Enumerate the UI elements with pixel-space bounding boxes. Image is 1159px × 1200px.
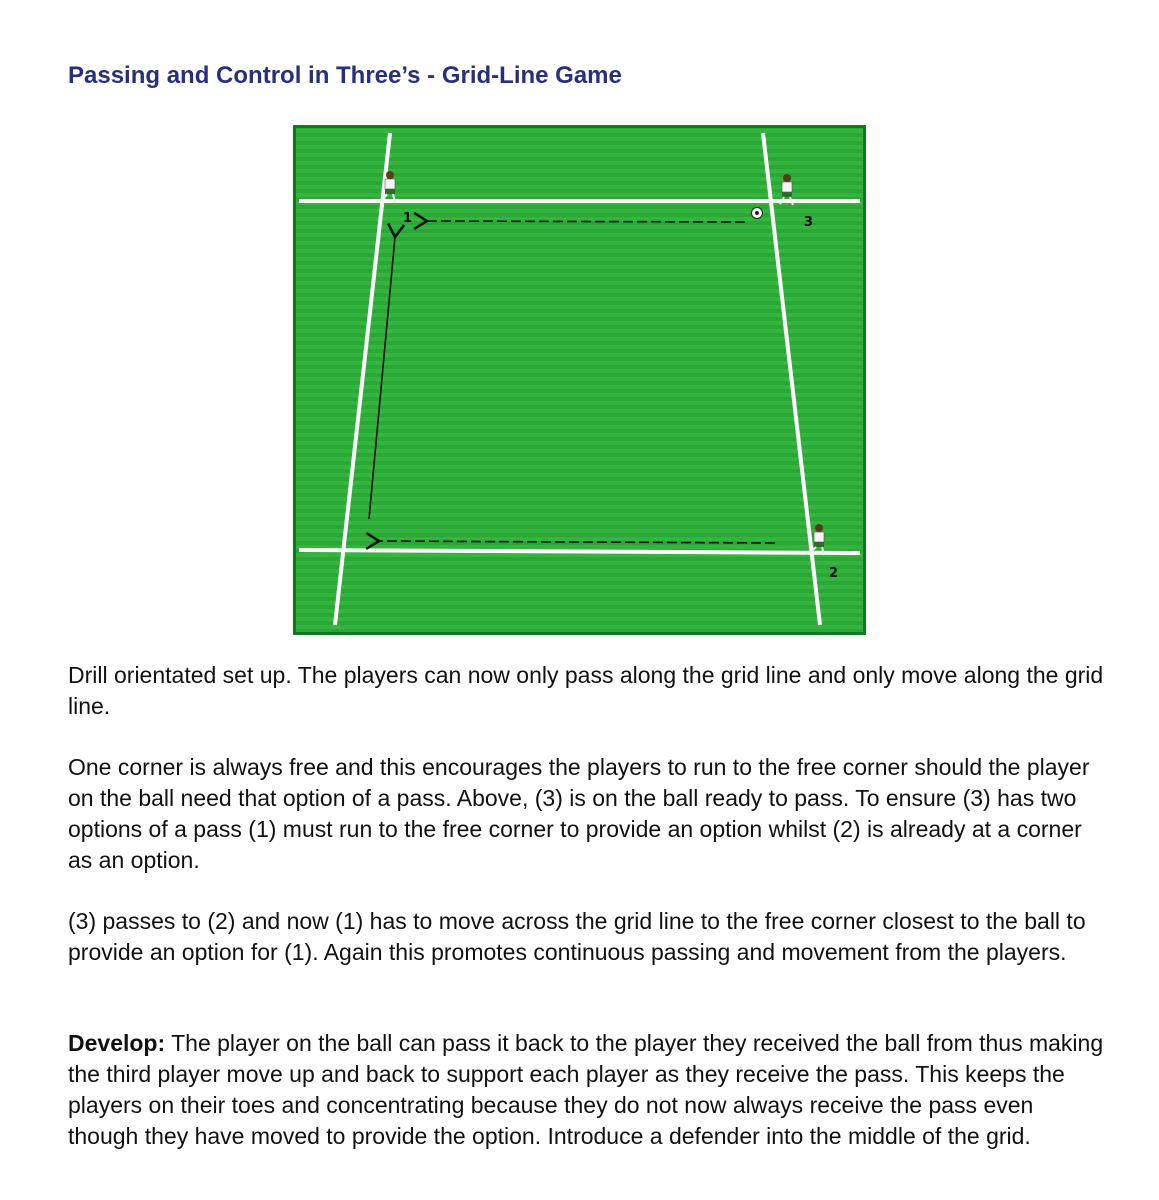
develop-text: The player on the ball can pass it back to the player they received the ball from thus making the third player move up and back to support each player as they receive the pass. This keeps the players on their toes and concentrating because they do not now always receive the pass even though they have moved to provide the option. Introduce a defender into the middle of the grid. [68,1030,1104,1149]
paragraph-setup: Drill orientated set up. The players can now only pass along the grid line and only move along the grid line. [68,662,1104,719]
paragraph-develop [68,1028,1108,1152]
pass-arrow-top [427,221,745,222]
player-label-2: 2 [829,566,839,581]
player-label-1: 1 [403,211,413,226]
soccer-ball-icon [752,208,763,219]
paragraph-free-corner: One corner is always free and this encourages the players to run to the free corner should the player on the ball need that option of a pass. Above, (3) is on the ball ready to pass. To ensure (3) has two options of a pass (1) must run to the free corner to provide an option whilst (2) is already at a corner as an option. [68,754,1090,873]
pitch-svg [293,125,866,635]
paragraph-passes: (3) passes to (2) and now (1) has to move across the grid line to the free corner closest to the ball to provide an option for (1). Again this promotes continuous passing and movement from the players. [68,908,1086,965]
drill-diagram [293,125,866,635]
player-label-3: 3 [804,215,814,230]
page-title: Passing and Control in Three’s - Grid-Line Game [68,62,622,89]
develop-label: Develop: [68,1030,166,1056]
